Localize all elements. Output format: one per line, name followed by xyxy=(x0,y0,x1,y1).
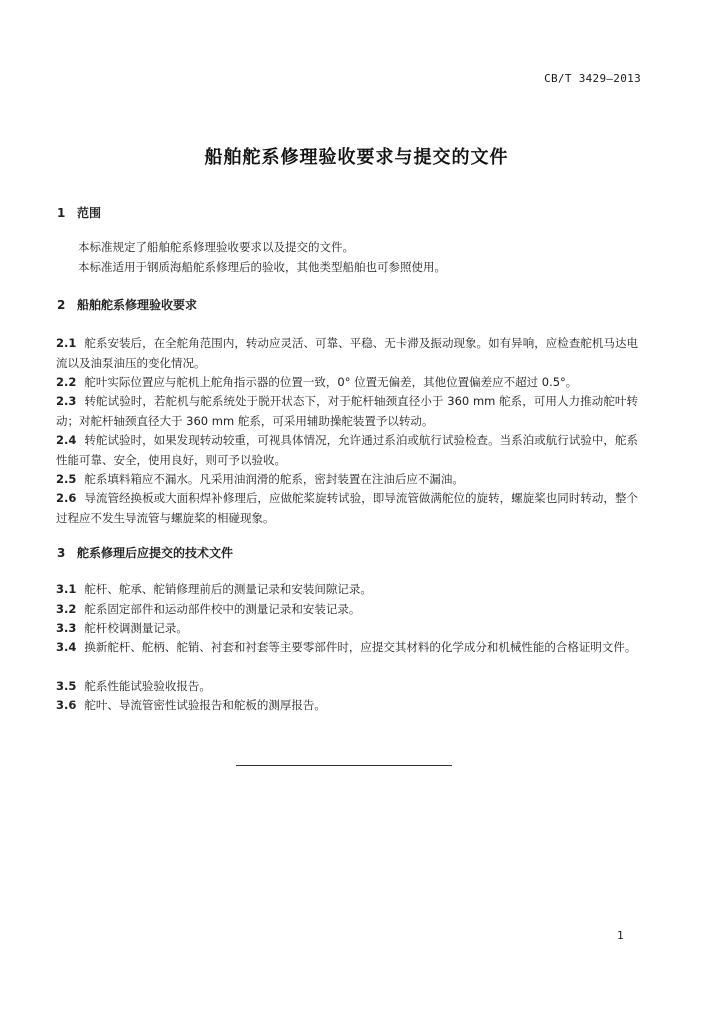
clause-text: 转舵试验时，如果发现转动较重，可视具体情况，允许通过系泊或航行试验检查。当系泊或航行试验中，舵系性能可靠、安全，使用良好，则可予以验收。 xyxy=(56,433,638,467)
clause-text: 舵杆校调测量记录。 xyxy=(84,621,188,635)
clause-2-5 xyxy=(56,470,638,490)
section-title: 舵系修理后应提交的技术文件 xyxy=(77,546,234,560)
clause-text: 换新舵杆、舵柄、舵销、衬套和衬套等主要零部件时，应提交其材料的化学成分和机械性能的合格证明文件。 xyxy=(84,640,637,654)
section-title: 船舶舵系修理验收要求 xyxy=(77,298,198,312)
clause-number: 3.4 xyxy=(56,640,77,654)
section-1-paragraph: 本标准规定了船舶舵系修理验收要求以及提交的文件。 xyxy=(78,240,354,254)
clause-text: 转舵试验时，若舵机与舵系统处于脱开状态下，对于舵杆轴颈直径小于 360 mm 舵系，可用人力推动舵叶转动；对舵杆轴颈直径大于 360 mm 舵系，可采用辅助操舵装置予以转动。 xyxy=(56,394,638,428)
clause-text: 舵系安装后，在全舵角范围内，转动应灵活、可靠、平稳、无卡滞及振动现象。如有异响，应检查舵机马达电流以及油泵油压的变化情况。 xyxy=(56,336,638,370)
section-1-paragraph: 本标准适用于钢质海船舵系修理后的验收，其他类型船舶也可参照使用。 xyxy=(78,260,446,274)
section-number: 1 xyxy=(57,206,66,220)
clause-text: 舵叶实际位置应与舵机上舵角指示器的位置一致，0° 位置无偏差，其他位置偏差应不超过 0.5°。 xyxy=(84,375,578,389)
clause-3-1 xyxy=(56,580,638,600)
clause-2-1 xyxy=(56,334,638,373)
clause-text: 舵杆、舵承、舵销修理前后的测量记录和安装间隙记录。 xyxy=(84,582,372,596)
clause-text: 导流管经换板或大面积焊补修理后，应做舵桨旋转试验，即导流管做满舵位的旋转，螺旋桨也同时转动，整个过程应不发生导流管与螺旋桨的相碰现象。 xyxy=(56,491,638,525)
clause-2-3 xyxy=(56,392,638,431)
clause-number: 2.6 xyxy=(56,491,77,505)
clause-3-4 xyxy=(56,638,638,658)
clause-3-6 xyxy=(56,696,638,716)
end-of-document-rule xyxy=(236,765,452,766)
clause-text: 舵叶、导流管密性试验报告和舵板的测厚报告。 xyxy=(84,698,326,712)
clause-text: 舵系性能试验验收报告。 xyxy=(84,679,211,693)
section-title: 范围 xyxy=(77,206,102,220)
clause-2-4 xyxy=(56,431,638,470)
section-number: 2 xyxy=(57,298,66,312)
clause-number: 2.1 xyxy=(56,336,77,350)
section-1-heading xyxy=(57,204,101,221)
clause-number: 3.3 xyxy=(56,621,77,635)
clause-text: 舵系固定部件和运动部件校中的测量记录和安装记录。 xyxy=(84,602,361,616)
document-title: 船舶舵系修理验收要求与提交的文件 xyxy=(204,147,509,168)
section-3-heading xyxy=(57,544,233,561)
clause-number: 2.2 xyxy=(56,375,77,389)
clause-number: 2.4 xyxy=(56,433,77,447)
clause-3-5 xyxy=(56,677,638,697)
clause-number: 2.3 xyxy=(56,394,77,408)
clause-2-2 xyxy=(56,373,638,393)
standard-code: CB/T 3429—2013 xyxy=(544,72,641,85)
section-2-heading xyxy=(57,296,197,313)
section-number: 3 xyxy=(57,546,66,560)
clause-3-2 xyxy=(56,600,638,620)
clause-number: 3.5 xyxy=(56,679,77,693)
clause-text: 舵系填料箱应不漏水。凡采用油润滑的舵系，密封装置在注油后应不漏油。 xyxy=(84,472,464,486)
clause-3-3 xyxy=(56,619,638,639)
clause-number: 3.2 xyxy=(56,602,77,616)
clause-number: 2.5 xyxy=(56,472,77,486)
page-number: 1 xyxy=(617,929,624,942)
clause-number: 3.1 xyxy=(56,582,77,596)
clause-2-6 xyxy=(56,489,638,528)
clause-number: 3.6 xyxy=(56,698,77,712)
